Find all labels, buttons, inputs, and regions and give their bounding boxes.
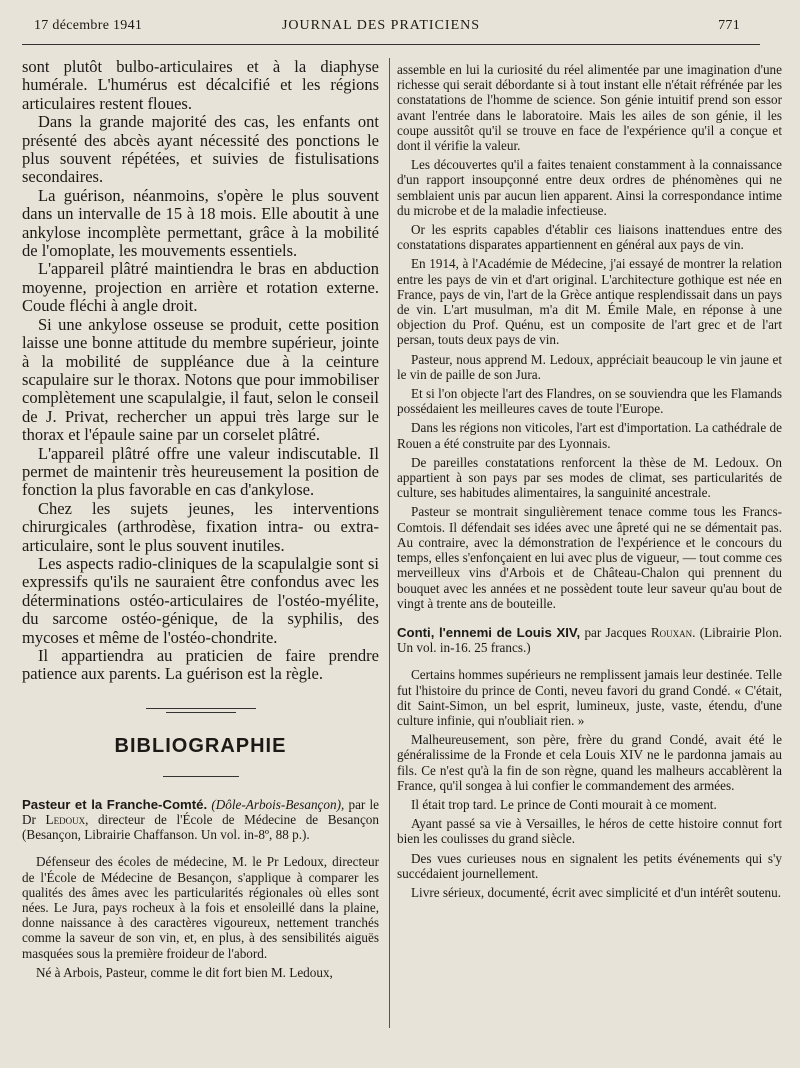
section-rule <box>166 712 236 713</box>
left-column <box>22 58 379 984</box>
page-header <box>22 18 740 40</box>
paragraph: Si une ankylose osseuse se produit, cette position laisse une bonne attitude du membre supérieur, jointe à la mobilité de suppléance due à la ceinture scapulaire sur le thorax. Notons que pour immobiliser complètement une scapulalgie, il faut, selon le conseil de J. Privat, rechercher un appui très large sur le thorax et l'épaule saine par un corselet plâtré. <box>22 314 379 445</box>
right-column <box>397 62 782 904</box>
paragraph: assemble en lui la curiosité du réel alimentée par une imagination d'une richesse qui serait débordante si à tout instant elle n'était réfrénée par les constatations de l'homme de science. Son génie intuitif prend son essor avant l'entrée dans le laboratoire. Mais les ailes de son génie, il les coupe aussitôt qu'il se trouve en face de l'expérience qu'il a conçue et dont il vérifie la valeur. <box>397 62 782 154</box>
bibliography-review <box>22 854 379 980</box>
paragraph: sont plutôt bulbo-articulaires et à la diaphyse humérale. L'humérus est décalcifié et les régions articulaires restent floues. <box>22 57 379 113</box>
paragraph: Pasteur se montrait singulièrement tenace comme tous les Francs-Comtois. Il défendait ses idées avec une âpreté qui ne se démentait pas. Au contraire, avec la démonstration de l'expérience et le concours du temps, elles s'enfonçaient en lui avec plus de vigueur, — tout comme ces merveilleux vins d'Arbois et de Château-Chalon qui prennent du bouquet avec les années et ne possèdent toute leur saveur qu'au bout de vingt à trente ans de bouteille. <box>397 504 782 611</box>
book-details: , directeur de l'École de Médecine de Besançon (Besançon, Librairie Chaffanson. Un vol. in-8º, 88 p.). <box>22 812 379 843</box>
bibliography-entry-heading <box>22 797 379 843</box>
paragraph: La guérison, néanmoins, s'opère le plus souvent dans un intervalle de 15 à 18 mois. Elle aboutit à une ankylose incomplète permettant, grâce à la mobilité de l'omoplate, les mouvements essentiels. <box>22 185 379 261</box>
paragraph: De pareilles constatations renforcent la thèse de M. Ledoux. On appartient à son pays par ses modes de climat, ses particularités de culture, ses habitudes alimentaires, la sanguinité ancestrale. <box>397 454 782 501</box>
paragraph: Il était trop tard. Le prince de Conti mourait à ce moment. <box>411 796 717 812</box>
book-author: Ledoux <box>45 812 86 828</box>
paragraph: L'appareil plâtré offre une valeur indiscutable. Il permet de maintenir très heureusement la position de fonction la plus favorable en cas d'ankylose. <box>22 443 379 500</box>
paragraph: Les découvertes qu'il a faites tenaient constamment à la connaissance d'un rapport insoupçonné entre deux ordres de phénomènes qui ne semblaient unis par aucun lien apparent. Ainsi la correspondance intime du microbe et de la maladie infectieuse. <box>397 157 782 218</box>
bibliography-review <box>397 667 782 900</box>
book-by: par le Dr <box>22 796 380 828</box>
paragraph: L'appareil plâtré maintiendra le bras en abduction moyenne, projection en arrière et rotation externe. Coude fléchi à angle droit. <box>22 259 379 316</box>
book-subtitle: (Dôle-Arbois-Besançon), <box>211 796 345 812</box>
section-title: BIBLIOGRAPHIE <box>114 734 287 757</box>
book-author: Rouxan. <box>650 624 696 640</box>
review-continuation <box>397 62 782 611</box>
paragraph: Pasteur, nous apprend M. Ledoux, appréciait beaucoup le vin jaune et le vin de paille de son Jura. <box>397 351 782 382</box>
article-continuation <box>22 58 379 684</box>
section-rule <box>146 708 256 709</box>
paragraph: Des vues curieuses nous en signalent les petits événements qui s'y succédaient journellement. <box>397 850 782 881</box>
paragraph: Or les esprits capables d'établir ces liaisons inattendues entre des constatations disparates appartiennent en général aux pays de vin. <box>397 222 782 253</box>
paragraph: Chez les sujets jeunes, les interventions chirurgicales (arthrodèse, fixation intra- ou extra- articulaire, sont le plus souvent inutiles. <box>22 498 379 555</box>
paragraph: Dans les régions non viticoles, l'art est d'importation. La cathédrale de Rouen a été construite par des Lyonnais. <box>397 420 782 451</box>
book-details: (Librairie Plon. Un vol. in-16. 25 francs.) <box>397 624 782 656</box>
issue-date: 17 décembre 1941 <box>34 18 143 33</box>
journal-title: JOURNAL DES PRATICIENS <box>281 18 481 33</box>
header-rule <box>22 44 760 45</box>
paragraph: Certains hommes supérieurs ne remplissent jamais leur destinée. Telle fut l'histoire du prince de Conti, neveu favori du grand Condé. « C'était, dit Saint-Simon, un bel esprit, lumineux, juste, vaste, étendu, d'une culture infinie, qui n'oubliait rien. » <box>397 667 782 728</box>
book-by: par Jacques <box>584 624 647 640</box>
paragraph: Livre sérieux, documenté, écrit avec simplicité et d'un intérêt soutenu. <box>411 884 782 900</box>
paragraph: Ayant passé sa vie à Versailles, le héros de cette histoire connut fort bien les coulisses du grand siècle. <box>397 816 782 847</box>
section-rule <box>163 776 239 777</box>
paragraph: Il appartiendra au praticien de faire prendre patience aux parents. La guérison est la règle. <box>22 646 379 684</box>
paragraph: Né à Arbois, Pasteur, comme le dit fort bien M. Ledoux, <box>36 964 333 980</box>
column-divider <box>389 58 390 1028</box>
paragraph: Défenseur des écoles de médecine, M. le Pr Ledoux, directeur de l'École de Médecine de Besançon, s'applique à comparer les qualités des âmes avec les particularités régionales où elles sont nées. Le Jura, pays rocheux à la fois et ensoleillé dans la plaine, donne naissance à des caractères vigoureux, nettement tranchés comme la saveur de son vin, et, en plus, à des sensibilités aiguës masquées sous la première froideur de l'abord. <box>22 854 379 961</box>
page-number: 771 <box>718 18 740 33</box>
paragraph: Les aspects radio-cliniques de la scapulalgie sont si expressifs qu'ils ne sauraient être confondus avec les déterminations ostéo-articulaires de l'ostéo-myélite, du sarcome ostéo-génique, de la syphilis, des mycoses et même de l'ostéo-chondrite. <box>22 553 379 647</box>
book-title: Pasteur et la Franche-Comté. <box>22 796 208 812</box>
paragraph: Malheureusement, son père, frère du grand Condé, avait été le généralissime de la Fronde et cela Louis XIV ne le pardonna jamais au fils. Ce n'est qu'à la fin de son règne, quand les malheurs accablèrent la France, qu'il songea à lui confier le commandement des armées. <box>397 732 782 793</box>
bibliography-entry-heading <box>397 625 782 655</box>
paragraph: En 1914, à l'Académie de Médecine, j'ai essayé de montrer la relation entre les pays de vin et d'art original. L'architecture gothique est née en France, pays de vin, l'art de la Grèce antique resplendissait dans un pays de vin. L'art musulman, m'a dit M. Émile Male, en réponse à une objection du Prof. Quénu, est un composite de l'art grec et de l'art persan, touts deux pays de vin. <box>397 256 782 348</box>
book-title: Conti, l'ennemi de Louis XIV, <box>397 624 581 640</box>
paragraph: Et si l'on objecte l'art des Flandres, on se souviendra que les Flamands possédaient les meilleures caves de toute l'Europe. <box>397 386 782 417</box>
paragraph: Dans la grande majorité des cas, les enfants ont présenté des abcès ayant nécessité des ponctions le plus souvent répétées, et suivies de fistulisations secondaires. <box>22 112 379 187</box>
